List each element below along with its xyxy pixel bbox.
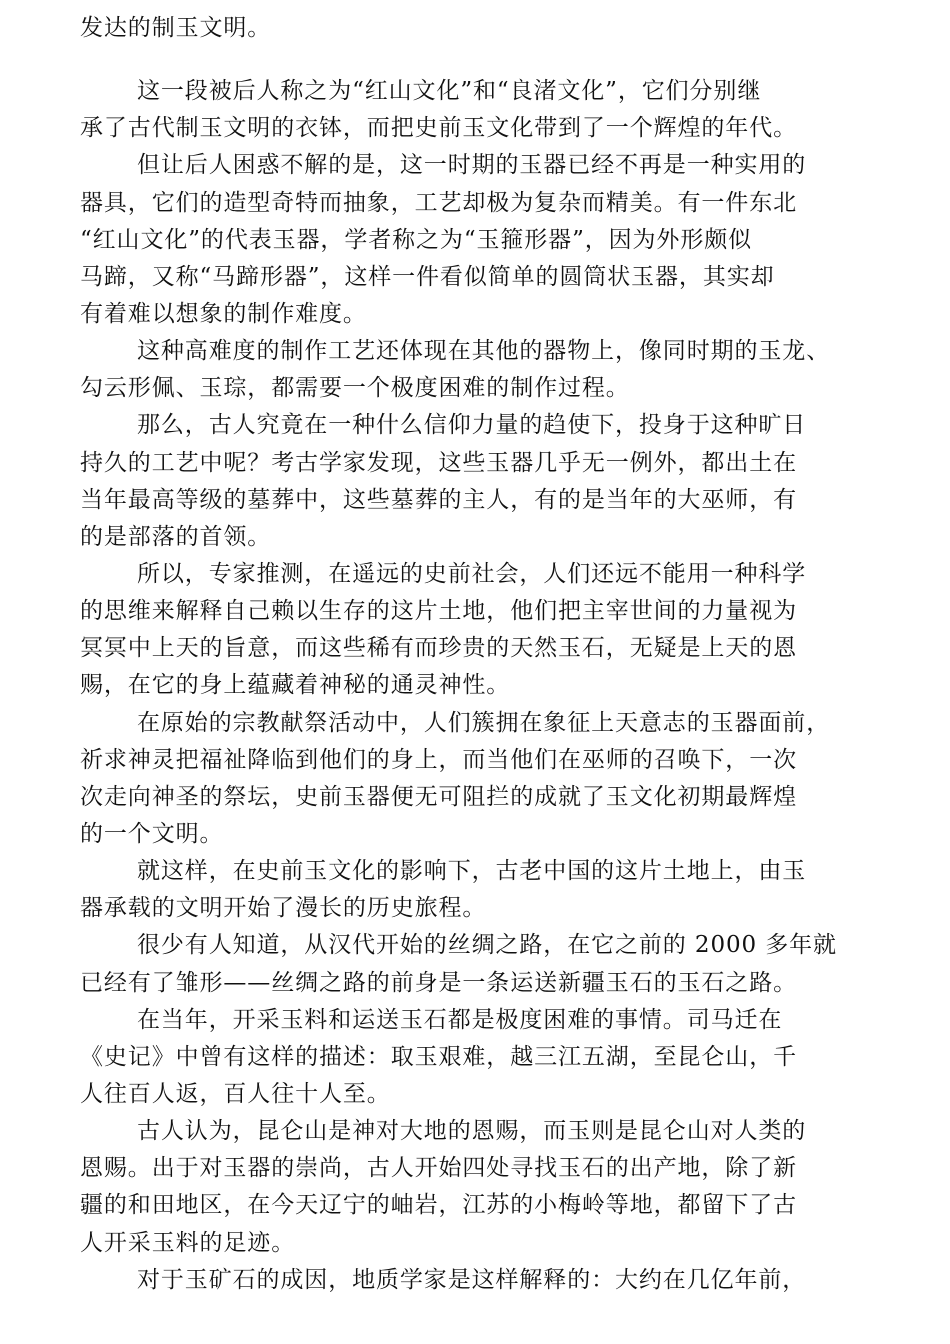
paragraph-first-line: 就这样，在史前玉文化的影响下，古老中国的这片土地上，由玉 (137, 858, 807, 884)
paragraph-first-line: 所以，专家推测，在遥远的史前社会，人们还远不能用一种科学 (137, 561, 807, 587)
text-line: 已经有了雏形——丝绸之路的前身是一条运送新疆玉石的玉石之路。 (80, 970, 797, 996)
text-line: 人开采玉料的足迹。 (80, 1230, 296, 1256)
text-line: 发达的制玉文明。 (80, 15, 272, 41)
paragraph-first-line: 古人认为，昆仑山是神对大地的恩赐，而玉则是昆仑山对人类的 (137, 1118, 807, 1144)
text-line: 祈求神灵把福祉降临到他们的身上，而当他们在巫师的召唤下，一次 (80, 747, 797, 773)
paragraph-first-line: 但让后人困惑不解的是，这一时期的玉器已经不再是一种实用的 (137, 152, 807, 178)
text-line: 马蹄，又称“马蹄形器”，这样一件看似简单的圆筒状玉器，其实却 (80, 264, 775, 290)
text-line: 器具，它们的造型奇特而抽象，工艺却极为复杂而精美。有一件东北 (80, 190, 797, 216)
text-line: 勾云形佩、玉琮，都需要一个极度困难的制作过程。 (80, 375, 630, 401)
text-line: 的一个文明。 (80, 821, 224, 847)
text-line: 当年最高等级的墓葬中，这些墓葬的主人，有的是当年的大巫师，有 (80, 487, 797, 513)
text-line: 有着难以想象的制作难度。 (80, 301, 367, 327)
text-line: 次走向神圣的祭坛，史前玉器便无可阻拦的成就了玉文化初期最辉煌 (80, 784, 797, 810)
paragraph-first-line: 这一段被后人称之为“红山文化”和“良渚文化”，它们分别继 (137, 78, 762, 104)
text-line: 疆的和田地区，在今天辽宁的岫岩，江苏的小梅岭等地，都留下了古 (80, 1192, 797, 1218)
text-line: 的思维来解释自己赖以生存的这片土地，他们把主宰世间的力量视为 (80, 598, 797, 624)
paragraph-first-line: 对于玉矿石的成因，地质学家是这样解释的：大约在几亿年前， (137, 1267, 807, 1293)
text-line: 恩赐。出于对玉器的崇尚，古人开始四处寻找玉石的出产地，除了新 (80, 1155, 797, 1181)
paragraph-first-line: 在当年，开采玉料和运送玉石都是极度困难的事情。司马迁在 (137, 1007, 783, 1033)
paragraph-first-line: 在原始的宗教献祭活动中，人们簇拥在象征上天意志的玉器面前， (137, 710, 831, 736)
text-line: 承了古代制玉文明的衣钵，而把史前玉文化带到了一个辉煌的年代。 (80, 115, 797, 141)
paragraph-first-line: 很少有人知道，从汉代开始的丝绸之路，在它之前的 2000 多年就 (137, 932, 837, 958)
text-line: 持久的工艺中呢？考古学家发现，这些玉器几乎无一例外，都出土在 (80, 450, 797, 476)
text-line: 人往百人返，百人往十人至。 (80, 1081, 391, 1107)
text-line: 《史记》中曾有这样的描述：取玉艰难，越三江五湖，至昆仑山，千 (80, 1044, 797, 1070)
text-line: 赐，在它的身上蕴藏着神秘的通灵神性。 (80, 672, 511, 698)
text-line: 的是部落的首领。 (80, 524, 272, 550)
text-line: 器承载的文明开始了漫长的历史旅程。 (80, 895, 487, 921)
paragraph-first-line: 这种高难度的制作工艺还体现在其他的器物上，像同时期的玉龙、 (137, 338, 831, 364)
paragraph-first-line: 那么，古人究竟在一种什么信仰力量的趋使下，投身于这种旷日 (137, 412, 807, 438)
text-line: 冥冥中上天的旨意，而这些稀有而珍贵的天然玉石，无疑是上天的恩 (80, 635, 797, 661)
text-line: “红山文化”的代表玉器，学者称之为“玉箍形器”，因为外形颇似 (80, 227, 753, 253)
